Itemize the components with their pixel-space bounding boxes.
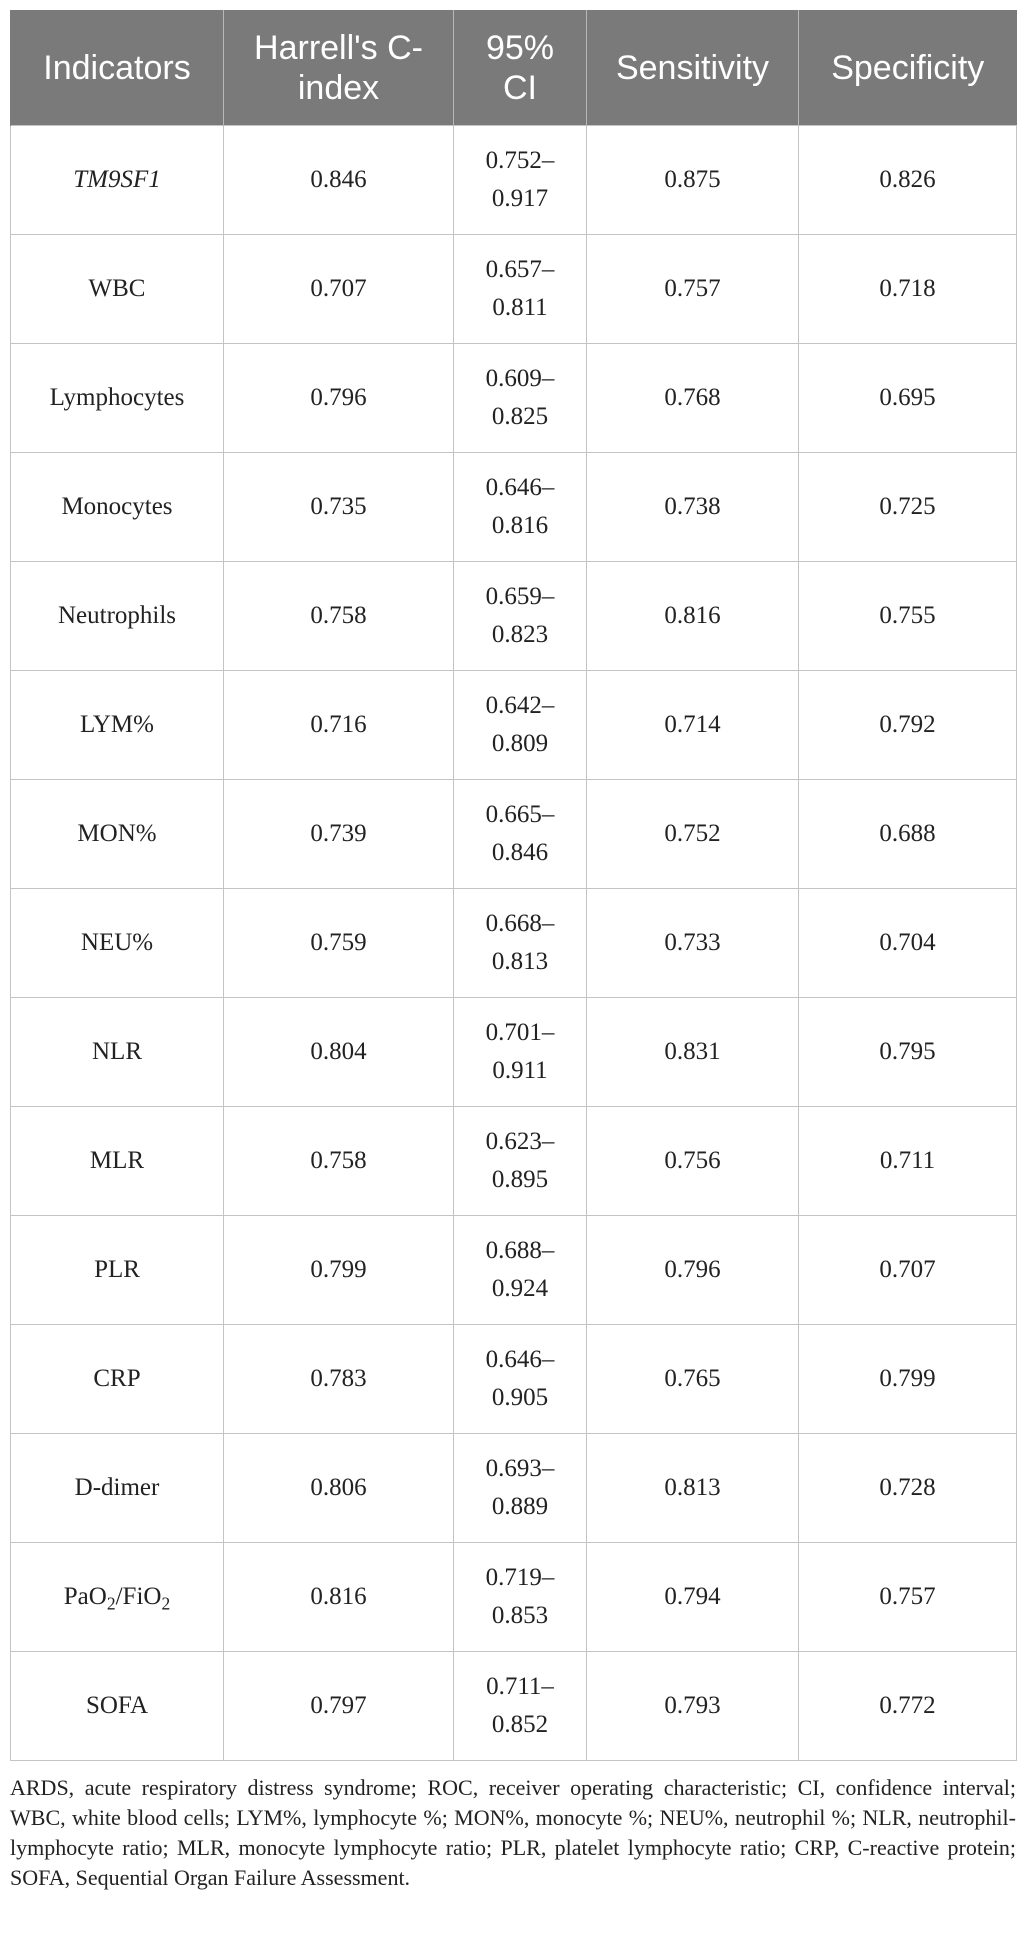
- ci-upper: 0.813: [491, 948, 549, 975]
- header-95-ci: 95% CI: [454, 10, 587, 126]
- specificity-cell: 0.799: [799, 1325, 1017, 1434]
- table-row: [11, 562, 1017, 671]
- c-index-cell: 0.816: [224, 1543, 454, 1652]
- sensitivity-cell: 0.733: [587, 889, 799, 998]
- specificity-cell: 0.757: [799, 1543, 1017, 1652]
- sensitivity-cell: 0.714: [587, 671, 799, 780]
- ci-upper: 0.811: [492, 294, 548, 321]
- indicator-cell: TM9SF1: [11, 126, 224, 235]
- table-row: [11, 1325, 1017, 1434]
- table-row: [11, 344, 1017, 453]
- ci-upper: 0.905: [491, 1384, 549, 1411]
- c-index-cell: 0.799: [224, 1216, 454, 1325]
- sensitivity-cell: 0.756: [587, 1107, 799, 1216]
- c-index-cell: 0.806: [224, 1434, 454, 1543]
- ci-cell: [454, 126, 587, 235]
- indicator-text: PaO: [63, 1583, 107, 1610]
- ci-cell: [454, 671, 587, 780]
- ci-upper: 0.825: [491, 403, 549, 430]
- ci-upper: 0.816: [491, 512, 549, 539]
- table-body: [11, 126, 1017, 1761]
- ci-upper: 0.924: [491, 1275, 549, 1302]
- ci-lower: 0.646–: [485, 1346, 555, 1373]
- ci-lower: 0.701–: [485, 1019, 555, 1046]
- table-row: [11, 1543, 1017, 1652]
- ci-cell: [454, 235, 587, 344]
- ci-cell: [454, 1434, 587, 1543]
- c-index-cell: 0.846: [224, 126, 454, 235]
- sensitivity-cell: 0.796: [587, 1216, 799, 1325]
- table-row: [11, 780, 1017, 889]
- ci-cell: [454, 1652, 587, 1761]
- indicator-cell: Lymphocytes: [11, 344, 224, 453]
- indicator-cell: CRP: [11, 1325, 224, 1434]
- ci-cell: [454, 1325, 587, 1434]
- ci-lower: 0.665–: [485, 801, 555, 828]
- indicator-text: /FiO: [115, 1583, 162, 1610]
- ci-lower: 0.659–: [485, 583, 555, 610]
- table-row: [11, 1107, 1017, 1216]
- table-row: [11, 1652, 1017, 1761]
- table-footnote: ARDS, acute respiratory distress syndrome; ROC, receiver operating characteristic; CI, confidence interval; WBC, white blood cells; LYM%, lymphocyte %; MON%, monocyte %; NEU%, neutrophil %; NLR, neutrophil-lymphocyte ratio; MLR, monocyte lymphocyte ratio; PLR, platelet lymphocyte ratio; CRP, C-reactive protein; SOFA, Sequential Organ Failure Assessment.: [10, 1775, 1016, 1890]
- ci-lower: 0.642–: [485, 692, 555, 719]
- header-indicators: Indicators: [11, 10, 224, 126]
- specificity-cell: 0.711: [799, 1107, 1017, 1216]
- specificity-cell: 0.728: [799, 1434, 1017, 1543]
- table-row: [11, 453, 1017, 562]
- ci-upper: 0.911: [492, 1057, 548, 1084]
- indicator-cell: LYM%: [11, 671, 224, 780]
- ci-lower: 0.752–: [485, 147, 555, 174]
- c-index-cell: 0.735: [224, 453, 454, 562]
- ci-cell: [454, 889, 587, 998]
- c-index-cell: 0.796: [224, 344, 454, 453]
- document-page: [10, 10, 1016, 1893]
- c-index-cell: 0.797: [224, 1652, 454, 1761]
- indicators-table: [10, 10, 1017, 1761]
- sensitivity-cell: 0.816: [587, 562, 799, 671]
- table-row: [11, 671, 1017, 780]
- ci-lower: 0.646–: [485, 474, 555, 501]
- table-row: [11, 235, 1017, 344]
- ci-lower: 0.688–: [485, 1237, 555, 1264]
- indicator-cell: [11, 1543, 224, 1652]
- indicator-subscript: 2: [106, 1593, 116, 1614]
- c-index-cell: 0.716: [224, 671, 454, 780]
- table-row: [11, 889, 1017, 998]
- ci-upper: 0.917: [491, 185, 549, 212]
- specificity-cell: 0.826: [799, 126, 1017, 235]
- specificity-cell: 0.792: [799, 671, 1017, 780]
- ci-cell: [454, 453, 587, 562]
- ci-upper: 0.809: [491, 730, 549, 757]
- indicator-cell: WBC: [11, 235, 224, 344]
- ci-upper: 0.846: [491, 839, 549, 866]
- ci-lower: 0.668–: [485, 910, 555, 937]
- specificity-cell: 0.707: [799, 1216, 1017, 1325]
- sensitivity-cell: 0.793: [587, 1652, 799, 1761]
- c-index-cell: 0.758: [224, 562, 454, 671]
- indicator-cell: NLR: [11, 998, 224, 1107]
- ci-lower: 0.609–: [485, 365, 555, 392]
- ci-cell: [454, 1107, 587, 1216]
- indicator-subscript: 2: [161, 1593, 171, 1614]
- table-row: [11, 126, 1017, 235]
- sensitivity-cell: 0.831: [587, 998, 799, 1107]
- indicator-cell: MON%: [11, 780, 224, 889]
- c-index-cell: 0.759: [224, 889, 454, 998]
- specificity-cell: 0.755: [799, 562, 1017, 671]
- sensitivity-cell: 0.875: [587, 126, 799, 235]
- table-row: [11, 1216, 1017, 1325]
- table-row: [11, 998, 1017, 1107]
- sensitivity-cell: 0.794: [587, 1543, 799, 1652]
- sensitivity-cell: 0.752: [587, 780, 799, 889]
- c-index-cell: 0.739: [224, 780, 454, 889]
- ci-cell: [454, 998, 587, 1107]
- header-sensitivity: Sensitivity: [587, 10, 799, 126]
- ci-upper: 0.823: [491, 621, 549, 648]
- ci-upper: 0.895: [491, 1166, 549, 1193]
- sensitivity-cell: 0.738: [587, 453, 799, 562]
- indicator-cell: Neutrophils: [11, 562, 224, 671]
- specificity-cell: 0.718: [799, 235, 1017, 344]
- c-index-cell: 0.783: [224, 1325, 454, 1434]
- ci-cell: [454, 1543, 587, 1652]
- header-specificity: Specificity: [799, 10, 1017, 126]
- ci-lower: 0.693–: [485, 1455, 555, 1482]
- indicator-cell: PLR: [11, 1216, 224, 1325]
- header-c-index: Harrell's C-index: [224, 10, 454, 126]
- table-header: [11, 10, 1017, 126]
- c-index-cell: 0.707: [224, 235, 454, 344]
- specificity-cell: 0.795: [799, 998, 1017, 1107]
- ci-lower: 0.657–: [485, 256, 555, 283]
- indicator-cell: D-dimer: [11, 1434, 224, 1543]
- specificity-cell: 0.725: [799, 453, 1017, 562]
- indicator-cell: NEU%: [11, 889, 224, 998]
- indicator-cell: Monocytes: [11, 453, 224, 562]
- sensitivity-cell: 0.768: [587, 344, 799, 453]
- header-row: [11, 10, 1017, 126]
- ci-upper: 0.853: [491, 1602, 549, 1629]
- sensitivity-cell: 0.813: [587, 1434, 799, 1543]
- specificity-cell: 0.695: [799, 344, 1017, 453]
- indicator-cell: SOFA: [11, 1652, 224, 1761]
- ci-lower: 0.719–: [485, 1564, 555, 1591]
- ci-upper: 0.852: [491, 1711, 549, 1738]
- c-index-cell: 0.804: [224, 998, 454, 1107]
- ci-cell: [454, 1216, 587, 1325]
- specificity-cell: 0.704: [799, 889, 1017, 998]
- specificity-cell: 0.772: [799, 1652, 1017, 1761]
- ci-cell: [454, 344, 587, 453]
- table-row: [11, 1434, 1017, 1543]
- ci-lower: 0.623–: [485, 1128, 555, 1155]
- sensitivity-cell: 0.757: [587, 235, 799, 344]
- ci-cell: [454, 562, 587, 671]
- ci-cell: [454, 780, 587, 889]
- indicator-cell: MLR: [11, 1107, 224, 1216]
- ci-upper: 0.889: [491, 1493, 549, 1520]
- ci-lower: 0.711–: [486, 1673, 554, 1700]
- c-index-cell: 0.758: [224, 1107, 454, 1216]
- specificity-cell: 0.688: [799, 780, 1017, 889]
- sensitivity-cell: 0.765: [587, 1325, 799, 1434]
